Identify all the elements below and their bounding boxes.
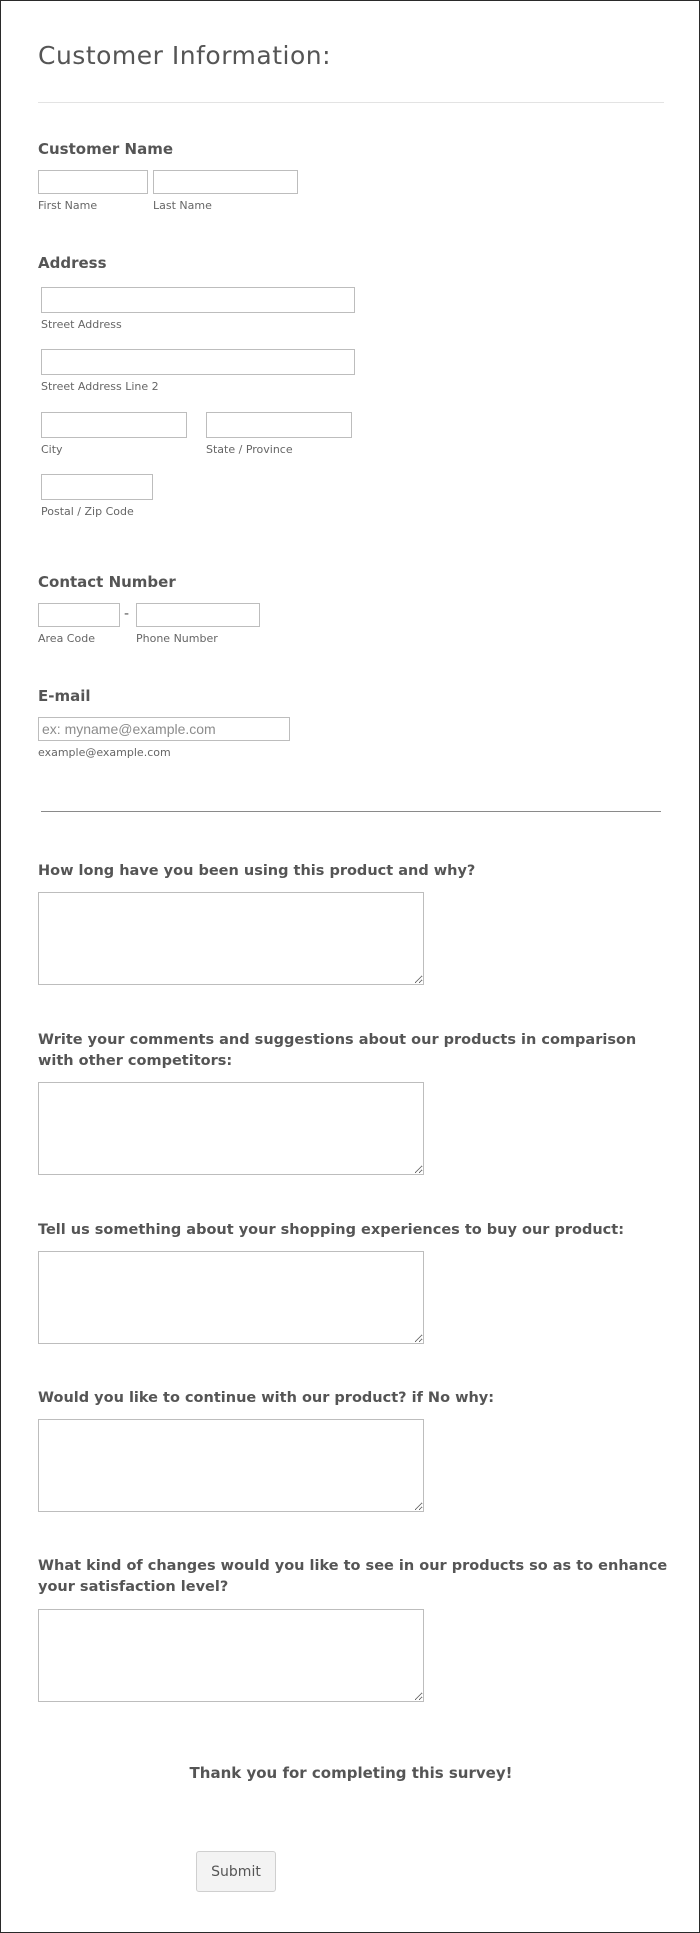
postal-code-sublabel: Postal / Zip Code [41,505,134,518]
street-address-line2-sublabel: Street Address Line 2 [41,380,159,393]
last-name-sublabel: Last Name [153,199,212,212]
section-divider [41,811,661,812]
question-4-label: Would you like to continue with our product? if No why: [38,1390,495,1406]
street-address-line2-input[interactable] [41,349,355,375]
phone-separator: - [124,606,130,622]
area-code-input[interactable] [38,603,120,627]
address-label: Address [38,254,107,272]
first-name-sublabel: First Name [38,199,98,212]
email-label: E-mail [38,687,91,705]
question-5-label: What kind of changes would you like to see in our products so as to enhance your satisfaction level? [38,1558,668,1595]
city-input[interactable] [41,412,187,438]
phone-number-input[interactable] [136,603,260,627]
area-code-sublabel: Area Code [38,632,95,645]
question-4-textarea[interactable] [38,1419,424,1512]
postal-code-input[interactable] [41,474,153,500]
state-province-sublabel: State / Province [206,443,293,456]
city-sublabel: City [41,443,63,456]
question-1-label: How long have you been using this product and why? [38,863,476,879]
submit-button[interactable]: Submit [196,1851,276,1892]
first-name-input[interactable] [38,170,148,194]
phone-number-sublabel: Phone Number [136,632,218,645]
last-name-input[interactable] [153,170,298,194]
question-5-textarea[interactable] [38,1609,424,1702]
question-3-label: Tell us something about your shopping experiences to buy our product: [38,1222,624,1238]
customer-name-label: Customer Name [38,140,173,158]
contact-number-label: Contact Number [38,573,176,591]
email-sublabel: example@example.com [38,746,171,759]
street-address-sublabel: Street Address [41,318,122,331]
thank-you-message: Thank you for completing this survey! [189,1764,513,1782]
form-title: Customer Information: [38,41,332,70]
email-input[interactable] [38,717,290,741]
question-3-textarea[interactable] [38,1251,424,1344]
question-1-textarea[interactable] [38,892,424,985]
state-province-input[interactable] [206,412,352,438]
street-address-input[interactable] [41,287,355,313]
question-2-label: Write your comments and suggestions about our products in comparison with other competitors: [38,1032,637,1069]
title-divider [38,102,664,103]
question-2-textarea[interactable] [38,1082,424,1175]
